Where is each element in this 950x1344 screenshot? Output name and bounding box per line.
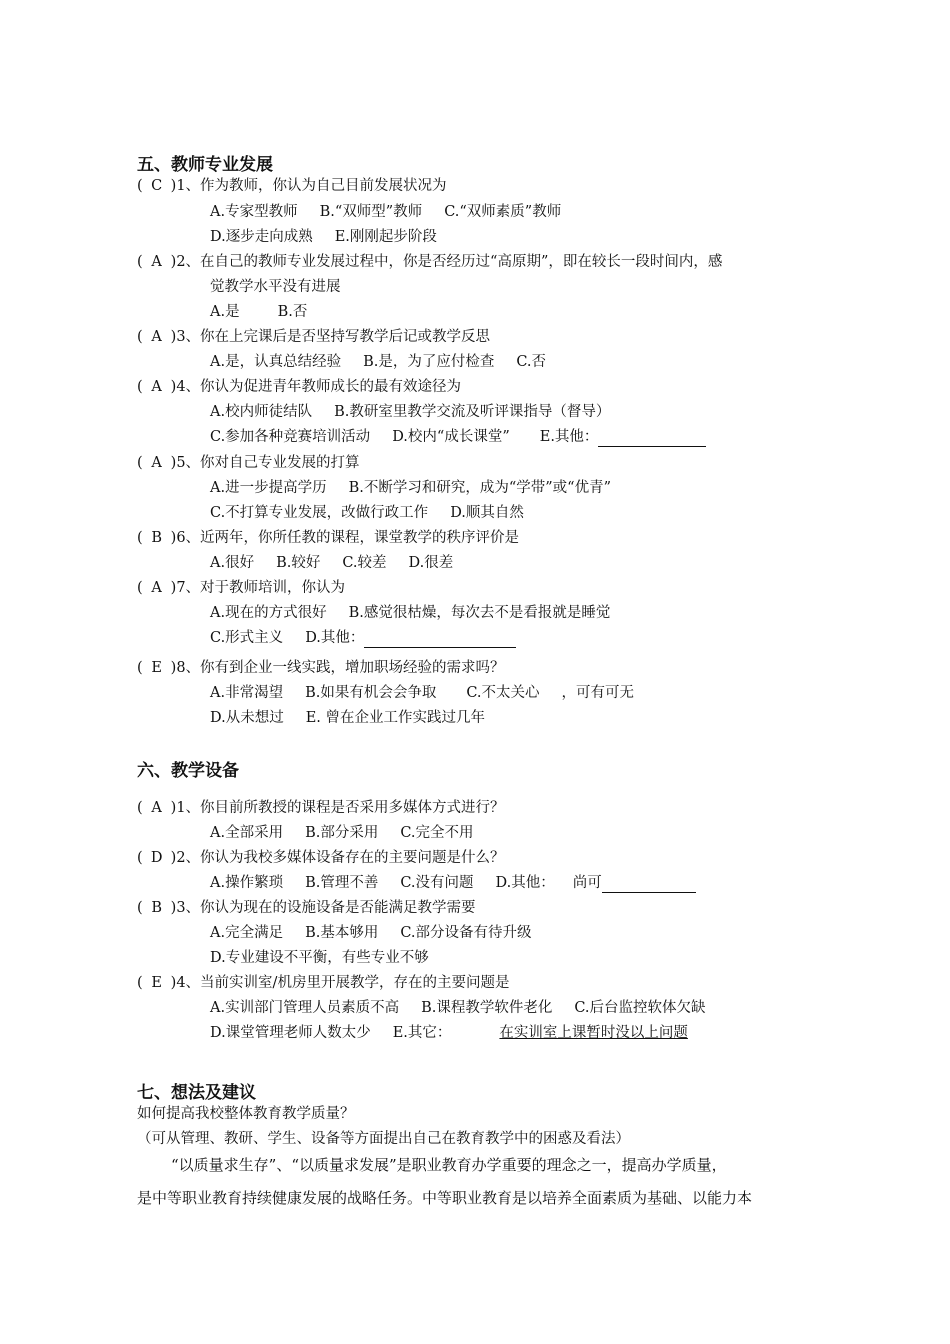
hint-text: （可从管理、教研、学生、设备等方面提出自己在教育教学中的困惑及看法） xyxy=(137,1131,630,1147)
answer-letter: A xyxy=(151,800,162,816)
options-row: A.操作繁琐 B.管理不善 C.没有问题 D.其他： 尚可 xyxy=(210,873,696,893)
answer-paragraph-line: 是中等职业教育持续健康发展的战略任务。中等职业教育是以培养全面素质为基础、以能力本 xyxy=(137,1189,753,1207)
section-title: 七、想法及建议 xyxy=(137,1083,256,1103)
answer-letter: A xyxy=(151,254,162,270)
blank-line[interactable] xyxy=(364,631,516,648)
options-row: A.是，认真总结经验 B.是，为了应付检查 C.否 xyxy=(210,354,547,370)
answer-paragraph-line: “以质量求生存”、“以质量求发展”是职业教育办学重要的理念之一，提高办学质量， xyxy=(171,1156,727,1174)
options-row: A.现在的方式很好 B.感觉很枯燥，每次去不是看报就是睡觉 xyxy=(210,605,611,621)
question-row: ( A )1、你目前所教授的课程是否采用多媒体方式进行？ xyxy=(137,800,505,816)
options-row: C.参加各种竞赛培训活动 D.校内“成长课堂” E.其他： xyxy=(210,427,706,447)
options-row: A.完全满足 B.基本够用 C.部分设备有待升级 xyxy=(210,925,532,941)
question-row: ( B )3、你认为现在的设施设备是否能满足教学需要 xyxy=(137,900,476,916)
question-row: ( B )6、近两年，你所任教的课程，课堂教学的秩序评价是 xyxy=(137,530,520,546)
question-row: ( D )2、你认为我校多媒体设备存在的主要问题是什么？ xyxy=(137,850,505,866)
section-title: 六、教学设备 xyxy=(137,761,239,781)
question-continuation: 觉教学水平没有进展 xyxy=(210,279,341,295)
answer-letter: E xyxy=(151,660,162,676)
question-row: ( A )4、你认为促进青年教师成长的最有效途径为 xyxy=(137,379,462,395)
question-row: ( E )8、你有到企业一线实践，增加职场经验的需求吗？ xyxy=(137,660,505,676)
blank-line[interactable] xyxy=(598,430,706,447)
options-row: C.不打算专业发展，改做行政工作 D.顺其自然 xyxy=(210,505,524,521)
answer-letter: B xyxy=(151,900,162,916)
answer-letter: B xyxy=(151,530,162,546)
answer-letter: A xyxy=(151,455,162,471)
options-row: A.专家型教师 B.“双师型”教师 C.“双师素质”教师 xyxy=(210,204,562,220)
options-row: D.逐步走向成熟 E.刚刚起步阶段 xyxy=(210,229,437,245)
answer-letter: E xyxy=(151,975,162,991)
options-row: A.很好 B.较好 C.较差 D.很差 xyxy=(210,555,454,571)
question-row: ( A )2、在自己的教师专业发展过程中，你是否经历过“高原期”，即在较长一段时间内，感 xyxy=(137,254,723,270)
question-row: ( A )7、对于教师培训，你认为 xyxy=(137,580,346,596)
section-title: 五、教师专业发展 xyxy=(137,155,273,175)
options-row: C.形式主义 D.其他： xyxy=(210,628,516,648)
answer-letter: A xyxy=(151,580,162,596)
answer-letter: A xyxy=(151,379,162,395)
question-row: ( C )1、作为教师，你认为自己目前发展状况为 xyxy=(137,178,447,194)
options-row: D.专业建设不平衡，有些专业不够 xyxy=(210,950,429,966)
question-row: ( E )4、当前实训室/机房里开展教学，存在的主要问题是 xyxy=(137,975,510,991)
question-row: ( A )3、你在上完课后是否坚持写教学后记或教学反思 xyxy=(137,329,491,345)
options-row: D.从未想过 E. 曾在企业工作实践过几年 xyxy=(210,710,486,726)
options-row: A.校内师徒结队 B.教研室里教学交流及听评课指导（督导） xyxy=(210,404,611,420)
blank-line[interactable] xyxy=(602,876,696,893)
answer-letter: C xyxy=(151,178,163,194)
answer-letter: A xyxy=(151,329,162,345)
options-row: A.是 B.否 xyxy=(210,304,308,320)
options-row: A.全部采用 B.部分采用 C.完全不用 xyxy=(210,825,474,841)
options-row: D.课堂管理老师人数太少 E.其它： 在实训室上课暂时没以上问题 xyxy=(210,1025,688,1041)
options-row: A.实训部门管理人员素质不高 B.课程教学软件老化 C.后台监控软体欠缺 xyxy=(210,1000,706,1016)
answer-letter: D xyxy=(150,850,163,866)
underlined-answer: 在实训室上课暂时没以上问题 xyxy=(499,1025,688,1041)
question-row: ( A )5、你对自己专业发展的打算 xyxy=(137,455,360,471)
prompt-text: 如何提高我校整体教育教学质量？ xyxy=(137,1106,355,1122)
options-row: A.非常渴望 B.如果有机会会争取 C.不太关心 ，可有可无 xyxy=(210,685,635,701)
options-row: A.进一步提高学历 B.不断学习和研究，成为“学带”或“优青” xyxy=(210,480,612,496)
